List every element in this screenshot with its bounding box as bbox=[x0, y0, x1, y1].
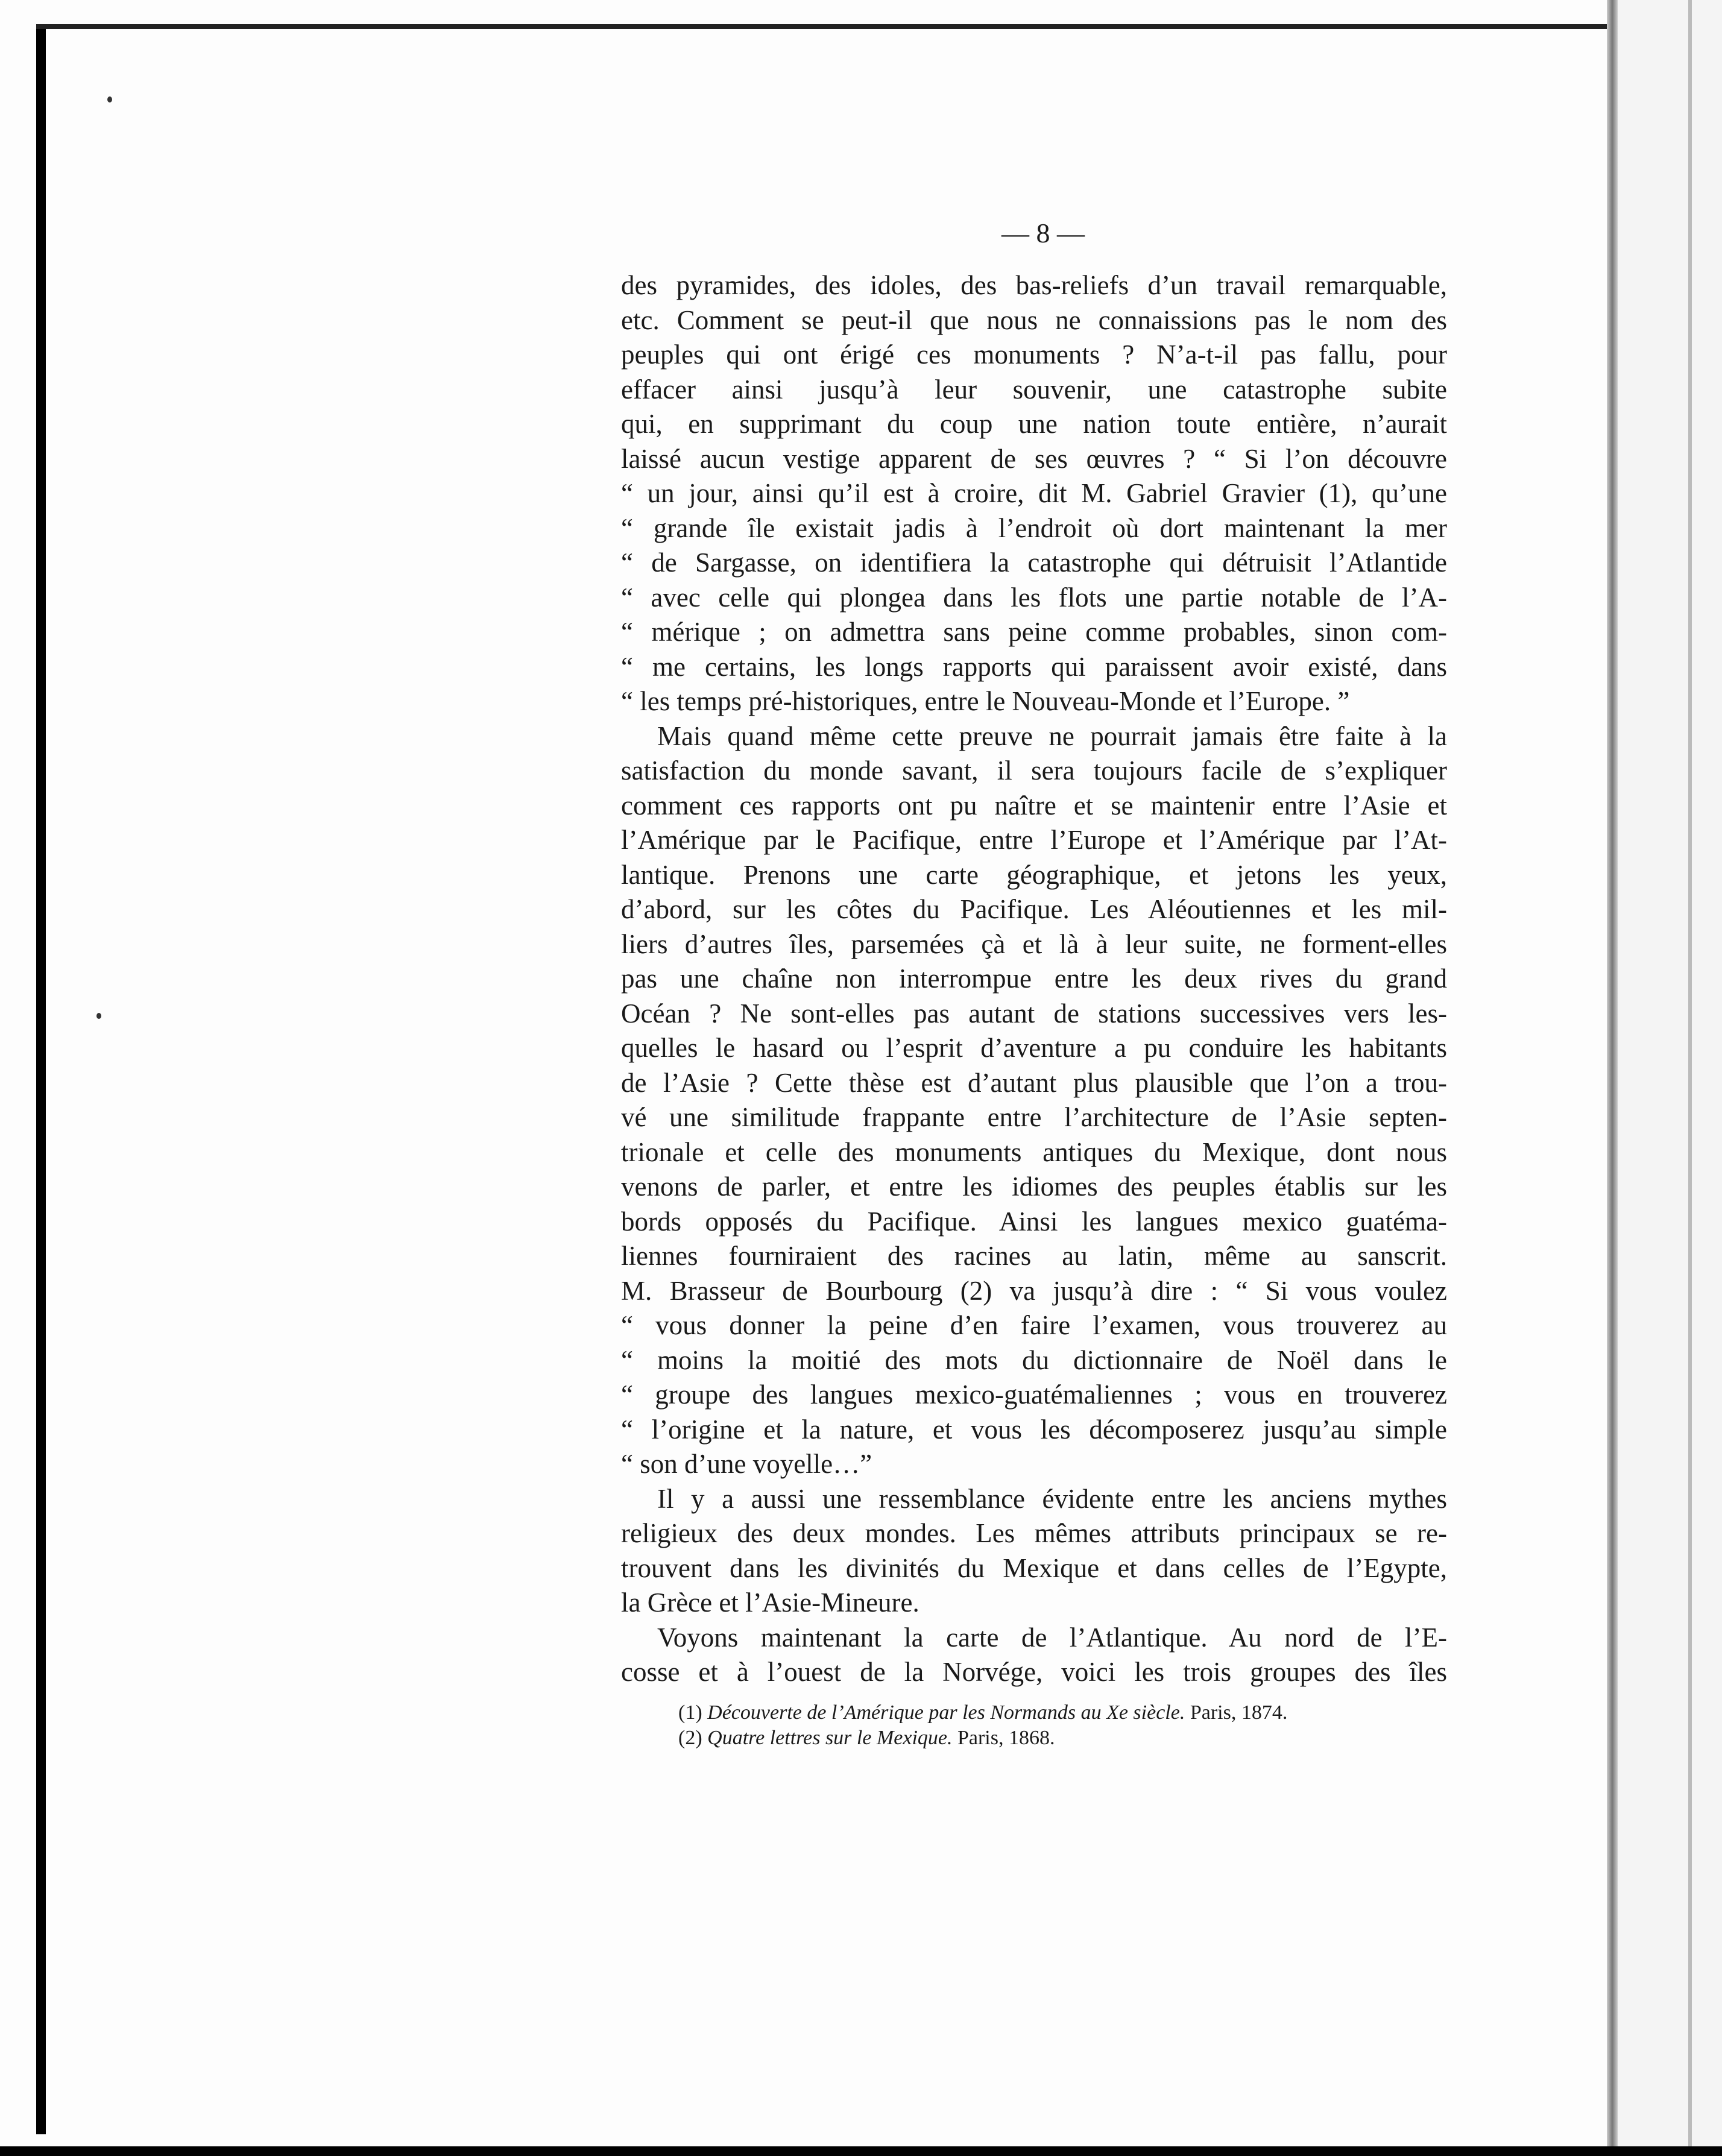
text-line: vé une similitude frappante entre l’architecture de l’Asie septen- bbox=[621, 1102, 1447, 1132]
footnote-publication: Paris, 1868. bbox=[957, 1727, 1055, 1749]
scan-border-bottom bbox=[0, 2146, 1722, 2156]
page-number: — 8 — bbox=[1001, 218, 1085, 248]
text-line: liers d’autres îles, parsemées çà et là à leur suite, ne forment-elles bbox=[621, 928, 1447, 959]
text-line: “ les temps pré-historiques, entre le Nouveau-Monde et l’Europe. ” bbox=[621, 686, 1350, 716]
text-line: M. Brasseur de Bourbourg (2) va jusqu’à dire : “ Si vous voulez bbox=[621, 1275, 1447, 1306]
text-line: l’Amérique par le Pacifique, entre l’Europe et l’Amérique par l’At- bbox=[621, 825, 1447, 855]
text-line: “ son d’une voyelle…” bbox=[621, 1449, 872, 1479]
text-line: comment ces rapports ont pu naître et se maintenir entre l’Asie et bbox=[621, 790, 1447, 821]
text-line: de l’Asie ? Cette thèse est d’autant plus plausible que l’on a trou- bbox=[621, 1067, 1447, 1098]
text-line: d’abord, sur les côtes du Pacifique. Les Aléoutiennes et les mil- bbox=[621, 894, 1447, 924]
text-line: “ groupe des langues mexico-guatémaliennes ; vous en trouverez bbox=[621, 1379, 1447, 1410]
footnote-publication: Paris, 1874. bbox=[1190, 1701, 1288, 1724]
footnote-number: (2) bbox=[678, 1727, 708, 1749]
text-line: “ moins la moitié des mots du dictionnaire de Noël dans le bbox=[621, 1344, 1447, 1375]
text-line: trouvent dans les divinités du Mexique et dans celles de l’Egypte, bbox=[621, 1552, 1447, 1583]
text-line: Voyons maintenant la carte de l’Atlantique. Au nord de l’E- bbox=[657, 1622, 1447, 1653]
footnote-number: (1) bbox=[678, 1701, 708, 1724]
footnote bbox=[678, 1726, 1462, 1751]
text-line: “ de Sargasse, on identifiera la catastrophe qui détruisit l’Atlantide bbox=[621, 547, 1447, 578]
text-line: venons de parler, et entre les idiomes des peuples établis sur les bbox=[621, 1171, 1447, 1202]
text-line: “ l’origine et la nature, et vous les décomposerez jusqu’au simple bbox=[621, 1414, 1447, 1445]
text-line: cosse et à l’ouest de la Norvége, voici les trois groupes des îles bbox=[621, 1657, 1447, 1687]
text-line: liennes fourniraient des racines au latin, même au sanscrit. bbox=[621, 1241, 1447, 1271]
footnote-title: Quatre lettres sur le Mexique. bbox=[707, 1727, 953, 1749]
text-line: Océan ? Ne sont-elles pas autant de stations successives vers les- bbox=[621, 998, 1447, 1029]
facing-page-edge bbox=[1618, 0, 1722, 2146]
scan-border-top bbox=[36, 24, 1616, 29]
text-line: qui, en supprimant du coup une nation toute entière, n’aurait bbox=[621, 409, 1447, 439]
scan-speck bbox=[107, 96, 112, 102]
text-line: etc. Comment se peut-il que nous ne connaissions pas le nom des bbox=[621, 304, 1447, 335]
footnote bbox=[678, 1700, 1462, 1726]
text-line: Il y a aussi une ressemblance évidente entre les anciens mythes bbox=[657, 1483, 1447, 1514]
text-line: satisfaction du monde savant, il sera toujours facile de s’expliquer bbox=[621, 755, 1447, 786]
text-line: trionale et celle des monuments antiques du Mexique, dont nous bbox=[621, 1136, 1447, 1167]
scan-speck bbox=[96, 1013, 101, 1019]
text-line: la Grèce et l’Asie-Mineure. bbox=[621, 1587, 919, 1618]
scan-border-left bbox=[36, 24, 46, 2134]
text-line: “ un jour, ainsi qu’il est à croire, dit M. Gabriel Gravier (1), qu’une bbox=[621, 478, 1447, 508]
footnotes bbox=[678, 1700, 1462, 1751]
text-line: “ avec celle qui plongea dans les flots une partie notable de l’A- bbox=[621, 582, 1447, 613]
text-line: Mais quand même cette preuve ne pourrait jamais être faite à la bbox=[657, 720, 1447, 751]
text-line: religieux des deux mondes. Les mêmes attributs principaux se re- bbox=[621, 1518, 1447, 1548]
text-line: lantique. Prenons une carte géographique, et jetons les yeux, bbox=[621, 859, 1447, 890]
text-line: des pyramides, des idoles, des bas-reliefs d’un travail remarquable, bbox=[621, 270, 1447, 300]
book-spine bbox=[1607, 0, 1618, 2146]
text-line: “ grande île existait jadis à l’endroit où dort maintenant la mer bbox=[621, 512, 1447, 543]
body-text bbox=[621, 268, 1447, 1690]
text-line: “ vous donner la peine d’en faire l’examen, vous trouverez au bbox=[621, 1310, 1447, 1340]
footnote-title: Découverte de l’Amérique par les Normands au Xe siècle. bbox=[707, 1701, 1185, 1724]
text-line: “ me certains, les longs rapports qui paraissent avoir existé, dans bbox=[621, 651, 1447, 682]
text-line: quelles le hasard ou l’esprit d’aventure a pu conduire les habitants bbox=[621, 1033, 1447, 1063]
text-line: pas une chaîne non interrompue entre les deux rives du grand bbox=[621, 963, 1447, 994]
text-line: bords opposés du Pacifique. Ainsi les langues mexico guatéma- bbox=[621, 1206, 1447, 1237]
text-line: effacer ainsi jusqu’à leur souvenir, une catastrophe subite bbox=[621, 374, 1447, 405]
text-line: peuples qui ont érigé ces monuments ? N’a-t-il pas fallu, pour bbox=[621, 339, 1447, 370]
facing-page-border bbox=[1688, 0, 1692, 2146]
text-line: “ mérique ; on admettra sans peine comme probables, sinon com- bbox=[621, 617, 1447, 647]
text-line: laissé aucun vestige apparent de ses œuvres ? “ Si l’on découvre bbox=[621, 443, 1447, 474]
